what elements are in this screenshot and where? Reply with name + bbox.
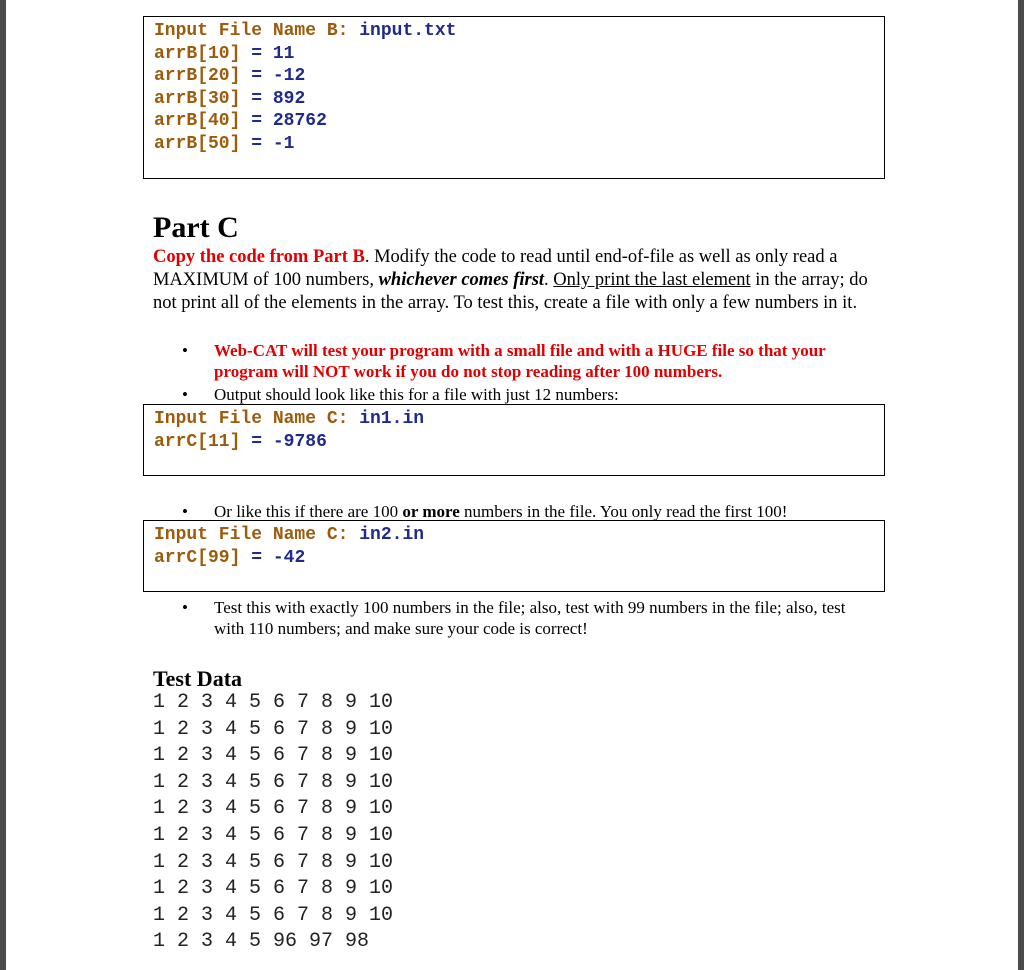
instruction-text: . — [544, 270, 554, 291]
or-more-bold: or more — [402, 502, 460, 521]
instruction-text: in the array; do not print all of the elements in the array. To test this, create a file with only a few numbers in it. — [153, 270, 868, 314]
output-box-in1 — [143, 404, 885, 476]
box-c2-file: in2.in — [359, 525, 425, 545]
test-data-row: 1 2 3 4 5 6 7 8 9 10 — [153, 903, 394, 927]
part-c-instructions — [153, 246, 888, 316]
test-data-row: 1 2 3 4 5 96 97 98 — [153, 930, 370, 954]
box-b-line — [154, 133, 884, 156]
box-b-line-name: arrB[50] — [154, 133, 241, 154]
test-data-row: 1 2 3 4 5 6 7 8 9 10 — [153, 717, 394, 741]
bullet-dot-icon: • — [182, 385, 188, 404]
box-b-line-value: -1 — [272, 133, 295, 154]
box-c2-name: arrC[99] — [154, 547, 241, 568]
box-b-line-eq: = — [251, 66, 263, 87]
box-b-line-eq: = — [251, 43, 263, 64]
bullet-output — [182, 384, 862, 405]
box-c1-line — [154, 431, 884, 454]
only-print-underlined: Only print the last element — [553, 270, 751, 291]
bullet-test-text: Test this with exactly 100 numbers in the file; also, test with 99 numbers in the file; also, test with 110 numbers; and make sure your code is correct! — [214, 598, 846, 638]
bullet-dot-icon: • — [182, 341, 188, 360]
test-data-row: 1 2 3 4 5 6 7 8 9 10 — [153, 744, 394, 768]
test-data-row: 1 2 3 4 5 6 7 8 9 10 — [153, 691, 394, 714]
box-b-line-value: 11 — [272, 43, 295, 64]
box-c1-label: Input File Name C: — [154, 409, 349, 429]
output-box-part-b — [143, 16, 885, 179]
box-b-line — [154, 88, 884, 111]
bullet-webcat-text: Web-CAT will test your program with a small file and with a HUGE file so that your program will NOT work if you do not stop reading after 100 numbers. — [214, 341, 826, 381]
bullet-test-this — [182, 597, 872, 641]
box-b-line-name: arrB[10] — [154, 43, 241, 64]
bullet-dot-icon: • — [182, 502, 188, 521]
test-data-row: 1 2 3 4 5 6 7 8 9 10 — [153, 770, 394, 794]
window-left-edge — [0, 0, 6, 970]
test-data-row: 1 2 3 4 5 6 7 8 9 10 — [153, 823, 394, 847]
box-b-line-eq: = — [251, 111, 263, 132]
box-b-line-value: -12 — [272, 66, 306, 87]
test-data-heading: Test Data — [153, 666, 243, 691]
bullet-or-text: Or like this if there are 100 — [214, 502, 403, 521]
box-c1-value: -9786 — [272, 431, 327, 452]
bullet-webcat — [182, 340, 862, 384]
box-b-line-name: arrB[20] — [154, 66, 241, 87]
box-b-line-value: 28762 — [272, 111, 327, 132]
box-b-line-name: arrB[40] — [154, 111, 241, 132]
box-c1-name: arrC[11] — [154, 431, 241, 452]
box-c2-value: -42 — [272, 547, 306, 568]
instruction-text: . Modify the code to read until end-of-file as well as only read a MAXIMUM of 100 numbers, — [153, 247, 838, 291]
test-data-row: 1 2 3 4 5 6 7 8 9 10 — [153, 797, 394, 821]
box-b-line — [154, 110, 884, 133]
bullet-dot-icon: • — [182, 598, 188, 617]
box-b-header — [154, 20, 884, 43]
box-c2-eq: = — [251, 547, 263, 568]
box-b-file: input.txt — [359, 21, 457, 41]
window-right-edge — [1018, 0, 1024, 970]
box-b-line — [154, 65, 884, 88]
box-c2-line — [154, 547, 884, 570]
copy-code-instruction: Copy the code from Part B — [153, 247, 365, 267]
output-box-in2 — [143, 520, 885, 592]
section-heading-part-c: Part C — [153, 211, 239, 244]
box-c1-header — [154, 408, 884, 431]
test-data-block — [153, 690, 393, 956]
box-b-line-eq: = — [251, 133, 263, 154]
bullet-or-text: numbers in the file. You only read the first 100! — [459, 502, 788, 521]
box-b-line-eq: = — [251, 88, 263, 109]
box-b-label: Input File Name B: — [154, 21, 349, 41]
box-c2-header — [154, 524, 884, 547]
test-data-row: 1 2 3 4 5 6 7 8 9 10 — [153, 877, 394, 901]
whichever-emphasis: whichever comes first — [378, 270, 545, 291]
box-c2-label: Input File Name C: — [154, 525, 349, 545]
box-b-line-name: arrB[30] — [154, 88, 241, 109]
box-c1-eq: = — [251, 431, 263, 452]
test-data-row: 1 2 3 4 5 6 7 8 9 10 — [153, 850, 394, 874]
bullet-output-text: Output should look like this for a file with just 12 numbers: — [214, 385, 619, 404]
bullet-or-more — [182, 501, 872, 522]
box-b-line-value: 892 — [272, 88, 306, 109]
box-c1-file: in1.in — [359, 409, 425, 429]
box-b-line — [154, 43, 884, 66]
bullet-or-more-text — [214, 501, 787, 522]
